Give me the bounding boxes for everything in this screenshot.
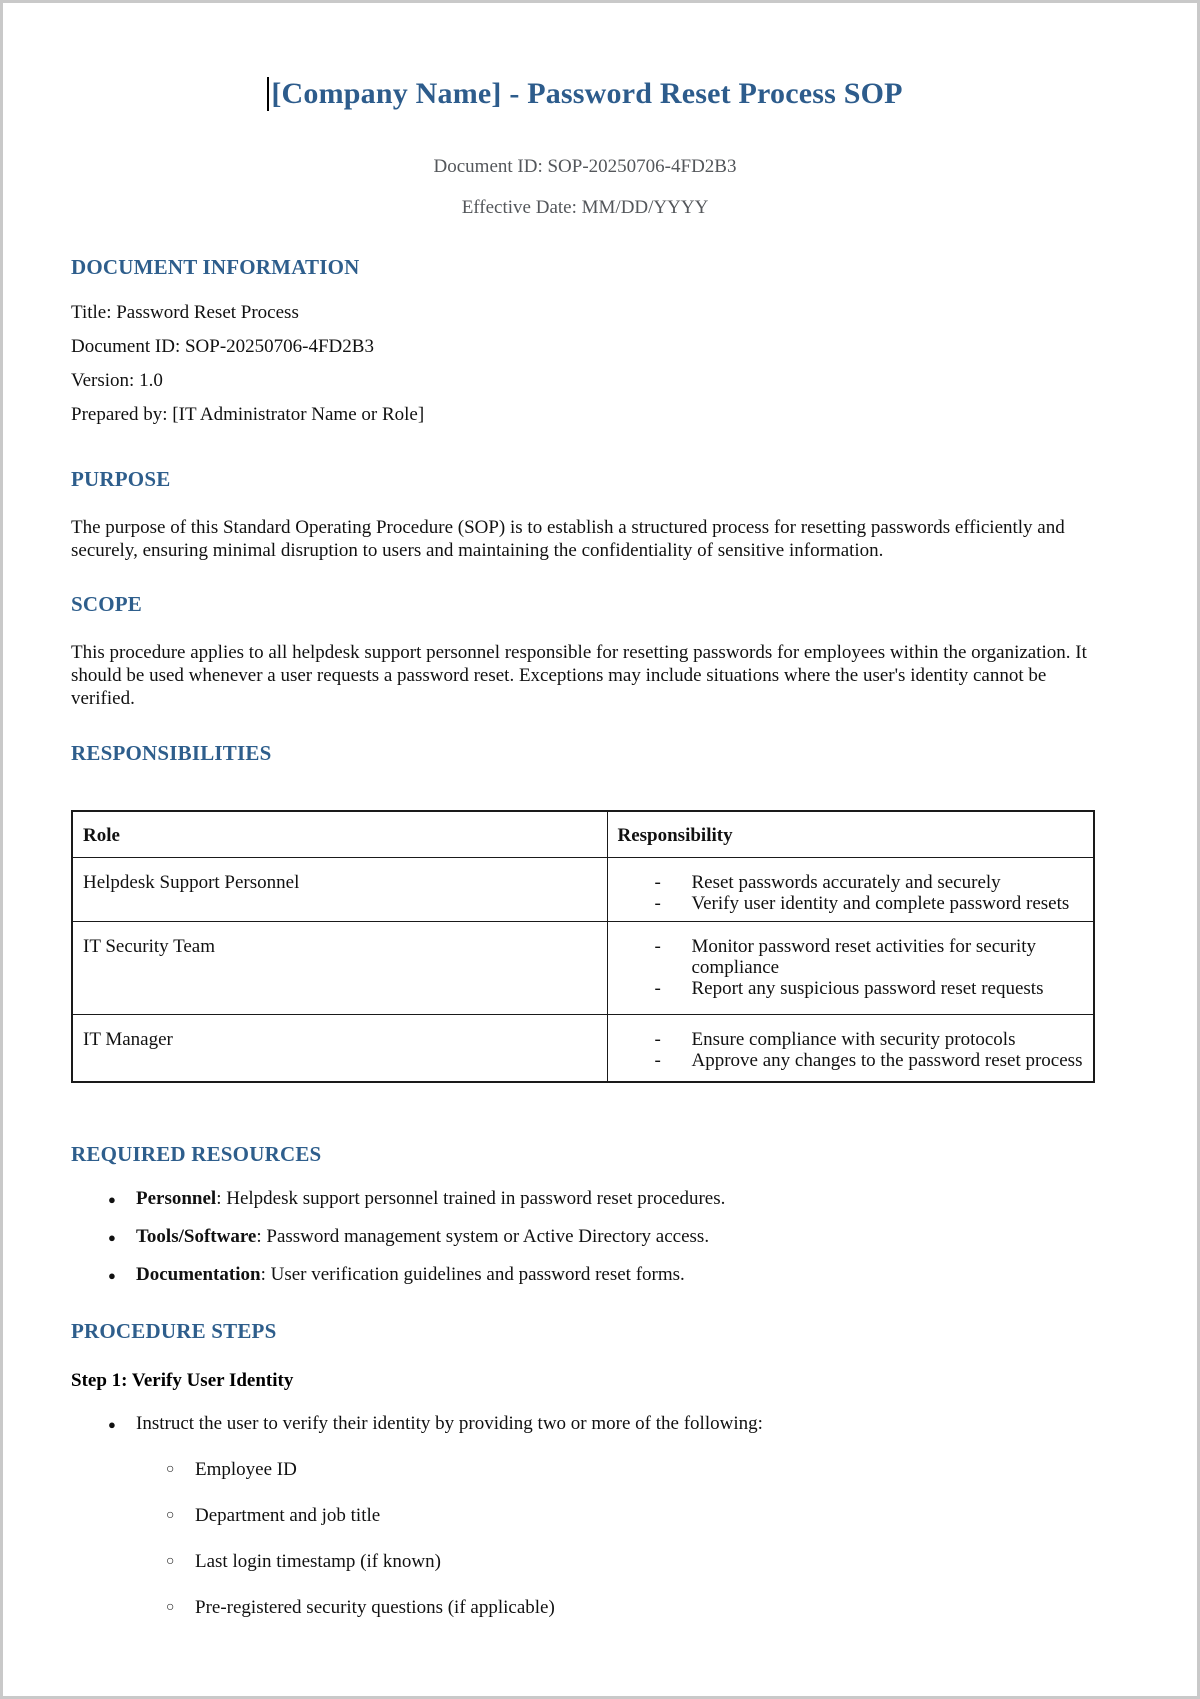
section-heading-required-resources: REQUIRED RESOURCES bbox=[71, 1142, 322, 1167]
section-heading-document-information: DOCUMENT INFORMATION bbox=[71, 255, 360, 280]
responsibility-item: - Reset passwords accurately and securely bbox=[608, 872, 1090, 893]
text-cursor bbox=[267, 77, 269, 111]
list-item: ● Documentation: User verification guidelines and password reset forms. bbox=[71, 1265, 1099, 1285]
role-cell: IT Manager bbox=[72, 1014, 607, 1082]
step-1-intro-list bbox=[71, 1414, 1099, 1434]
responsibilities-table bbox=[71, 810, 1095, 1083]
responsibility-item: - Approve any changes to the password reset process bbox=[608, 1050, 1090, 1071]
responsibility-cell bbox=[607, 857, 1094, 921]
effective-date-subtitle: Effective Date: MM/DD/YYYY bbox=[461, 197, 709, 219]
document-title bbox=[71, 75, 1099, 113]
responsibility-item: - Verify user identity and complete password resets bbox=[608, 893, 1090, 914]
responsibility-item: - Ensure compliance with security protocols bbox=[608, 1029, 1090, 1050]
list-item: ● Personnel: Helpdesk support personnel trained in password reset procedures. bbox=[71, 1189, 1099, 1209]
role-cell: Helpdesk Support Personnel bbox=[72, 857, 607, 921]
list-item: ○ Pre-registered security questions (if applicable) bbox=[71, 1598, 1099, 1618]
section-heading-purpose: PURPOSE bbox=[71, 467, 171, 492]
purpose-paragraph: The purpose of this Standard Operating Procedure (SOP) is to establish a structured process for resetting passwords efficiently and securely, ensuring minimal disruption to users and maintaining the confidentiality of sensitive information. bbox=[71, 517, 1065, 562]
responsibility-cell bbox=[607, 1014, 1094, 1082]
document-content bbox=[3, 75, 1200, 1618]
section-heading-responsibilities: RESPONSIBILITIES bbox=[71, 741, 272, 766]
table-row bbox=[72, 857, 1094, 921]
list-item: ○ Last login timestamp (if known) bbox=[71, 1552, 1099, 1572]
document-information-lines bbox=[71, 303, 1099, 425]
scope-paragraph: This procedure applies to all helpdesk support personnel responsible for resetting passwords for employees within the organization. It should be used whenever a user requests a password reset. Exceptions may include situations where the user's identity cannot be verified. bbox=[71, 642, 1087, 710]
table-row bbox=[72, 921, 1094, 1014]
step-1-title: Step 1: Verify User Identity bbox=[71, 1370, 294, 1392]
info-line-prepared-by: Prepared by: [IT Administrator Name or Role] bbox=[71, 404, 425, 426]
list-item: ● Tools/Software: Password management system or Active Directory access. bbox=[71, 1227, 1099, 1247]
role-cell: IT Security Team bbox=[72, 921, 607, 1014]
column-header-responsibility: Responsibility bbox=[607, 811, 1094, 857]
responsibility-item: - Monitor password reset activities for security compliance bbox=[608, 936, 1090, 978]
list-item: ○ Employee ID bbox=[71, 1460, 1099, 1480]
info-line-title: Title: Password Reset Process bbox=[71, 302, 299, 324]
list-item: ○ Department and job title bbox=[71, 1506, 1099, 1526]
responsibility-item: - Report any suspicious password reset requests bbox=[608, 978, 1090, 999]
required-resources-list bbox=[71, 1189, 1099, 1285]
section-heading-procedure-steps: PROCEDURE STEPS bbox=[71, 1319, 277, 1344]
info-line-document-id: Document ID: SOP-20250706-4FD2B3 bbox=[71, 336, 374, 358]
table-header-row bbox=[72, 811, 1094, 857]
responsibility-cell bbox=[607, 921, 1094, 1014]
document-id-subtitle: Document ID: SOP-20250706-4FD2B3 bbox=[433, 156, 737, 178]
table-row bbox=[72, 1014, 1094, 1082]
section-heading-scope: SCOPE bbox=[71, 592, 143, 617]
column-header-role: Role bbox=[72, 811, 607, 857]
info-line-version: Version: 1.0 bbox=[71, 370, 163, 392]
document-title-text: [Company Name] - Password Reset Process SOP bbox=[271, 77, 903, 110]
step-1-options-list bbox=[71, 1460, 1099, 1618]
list-item: ● Instruct the user to verify their identity by providing two or more of the following: bbox=[71, 1414, 1099, 1434]
